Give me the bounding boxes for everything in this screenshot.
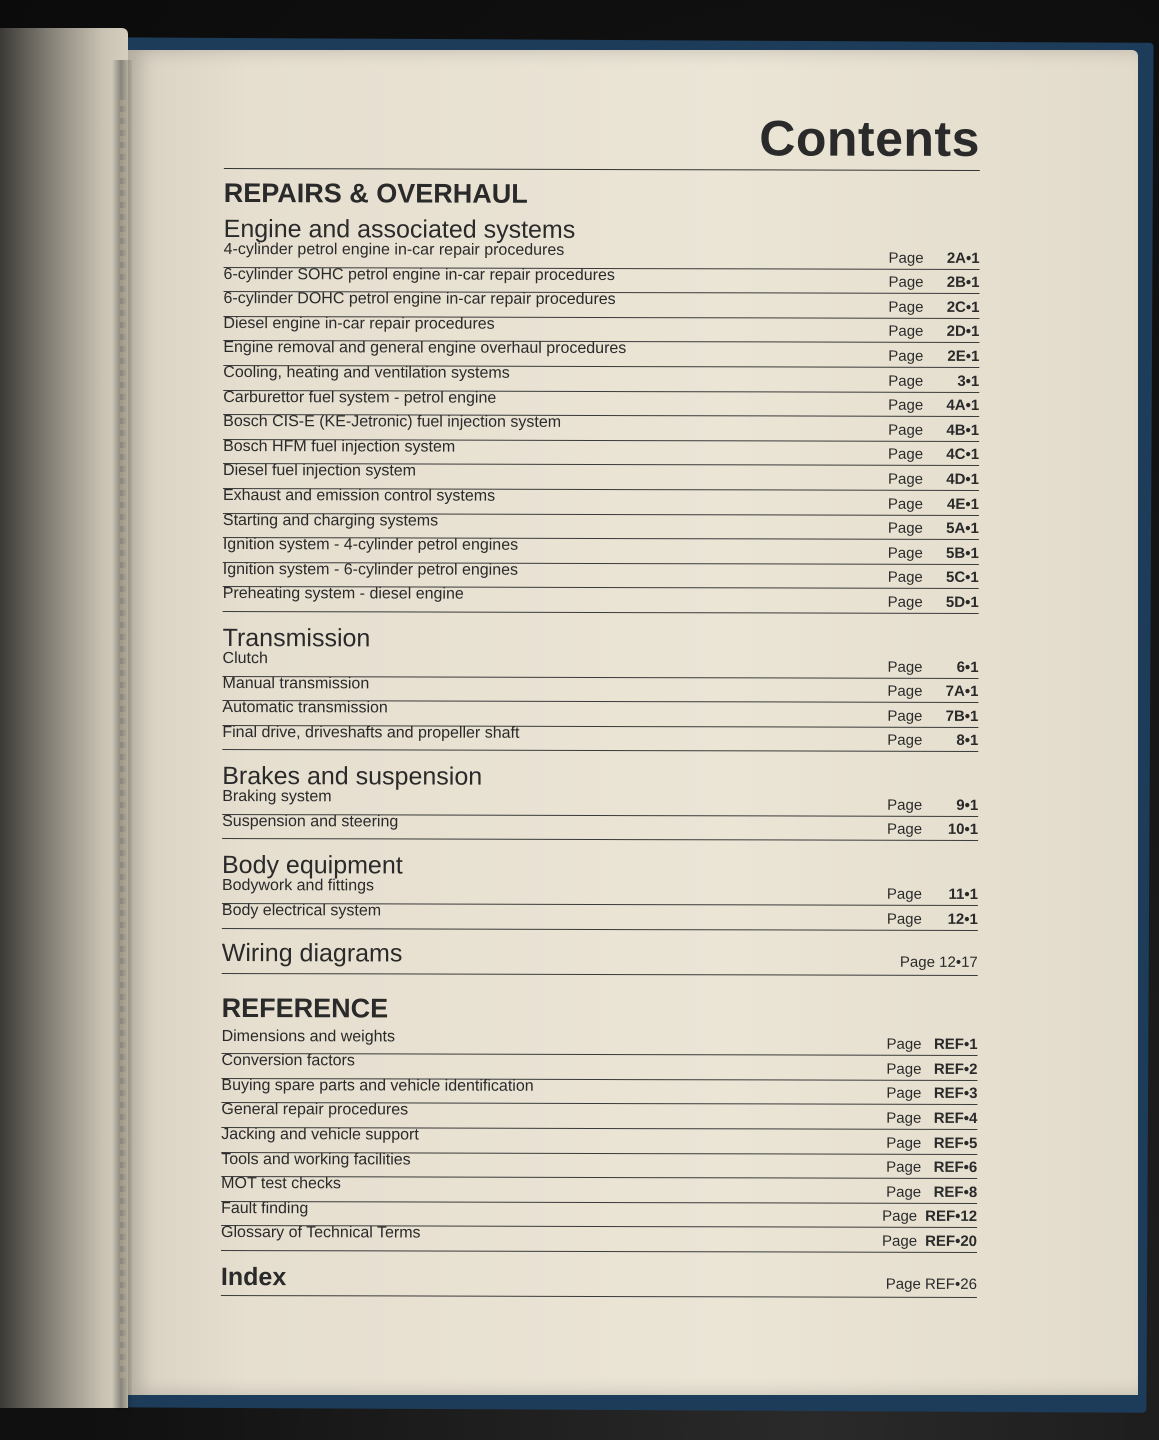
reference-entries xyxy=(221,1027,978,1253)
toc-entry-page xyxy=(882,1208,977,1225)
toc-entry-label: Preheating system - diesel engine xyxy=(222,585,464,603)
toc-page-word: Page xyxy=(887,495,923,513)
toc-page-word: Page xyxy=(888,347,924,365)
toc-page-ref: 2D•1 xyxy=(946,323,980,341)
toc-page-word: Page xyxy=(887,569,923,587)
section-heading-reference: REFERENCE xyxy=(221,992,389,1024)
toc-entry-label: Bosch CIS-E (KE-Jetronic) fuel injection system xyxy=(223,413,562,432)
toc-entry xyxy=(222,904,978,931)
toc-page-word: Page xyxy=(887,821,923,839)
toc-entry-page xyxy=(888,471,979,488)
toc-entry-page xyxy=(887,821,978,838)
toc-page-ref: 9•1 xyxy=(956,796,979,814)
toc-entry-page xyxy=(888,323,979,340)
toc-page-word: Page xyxy=(882,1208,918,1226)
toc-entry-page xyxy=(888,348,979,365)
toc-entry-label: 6-cylinder SOHC petrol engine in-car repair procedures xyxy=(223,265,615,284)
toc-page-word: Page xyxy=(886,1183,922,1201)
toc-entry-label: Dimensions and weights xyxy=(221,1027,396,1046)
toc-entry-label: Body electrical system xyxy=(221,902,382,920)
toc-page-ref: REF•4 xyxy=(933,1109,978,1128)
toc-entry xyxy=(221,1177,977,1204)
toc-entry-label: Braking system xyxy=(222,788,332,806)
toc-page-word: Page xyxy=(887,707,923,725)
toc-page-word: Page xyxy=(888,372,924,390)
toc-page-ref: 5A•1 xyxy=(946,520,979,538)
wiring-diagrams-row xyxy=(222,939,978,976)
toc-page-word: Page xyxy=(888,446,924,464)
toc-page-ref: 4D•1 xyxy=(946,470,980,488)
toc-page-ref: REF•5 xyxy=(933,1134,978,1152)
toc-page-word: Page xyxy=(887,544,923,562)
toc-entry-page xyxy=(888,544,979,561)
index-row xyxy=(221,1261,977,1298)
toc-page-ref: 5B•1 xyxy=(946,544,979,562)
toc-entry-label: 4-cylinder petrol engine in-car repair procedures xyxy=(223,240,565,259)
toc-entry-label: Carburettor fuel system - petrol engine xyxy=(223,388,497,407)
toc-entry-page xyxy=(886,1061,977,1078)
toc-entry-page xyxy=(886,1036,977,1053)
toc-entry-label: Engine removal and general engine overhaul procedures xyxy=(223,339,627,358)
toc-page-ref: REF•1 xyxy=(933,1036,978,1054)
toc-page-word: Page xyxy=(882,1232,918,1250)
toc-page-ref: REF•3 xyxy=(933,1085,978,1103)
toc-entry-page xyxy=(886,1110,977,1127)
toc-page-ref: REF•8 xyxy=(933,1183,978,1201)
toc-page-word: Page xyxy=(888,298,924,316)
toc-entry-label: Starting and charging systems xyxy=(222,511,439,530)
toc-page-ref: 2C•1 xyxy=(946,298,980,316)
toc-entry-page xyxy=(888,446,979,463)
toc-page-ref: 4B•1 xyxy=(946,421,980,439)
toc-page-word: Page xyxy=(887,682,923,700)
toc-page-word: Page xyxy=(887,470,924,488)
toc-entry-page xyxy=(886,1184,977,1201)
toc-page-ref: 7A•1 xyxy=(945,682,979,701)
toc-entry xyxy=(222,723,979,753)
index-label: Index xyxy=(220,1262,287,1292)
toc-page-ref: 10•1 xyxy=(947,821,979,839)
toc-page-ref: 5C•1 xyxy=(945,569,979,587)
toc-entry-label: MOT test checks xyxy=(221,1175,341,1193)
left-page xyxy=(0,28,128,1408)
toc-page-word: Page xyxy=(887,796,923,814)
toc-page-ref: REF•12 xyxy=(925,1208,978,1226)
toc-entry-label: Final drive, driveshafts and propeller shaft xyxy=(222,723,520,742)
toc-entry-page xyxy=(888,372,979,389)
toc-page-word: Page xyxy=(888,421,924,439)
toc-entry-label: Glossary of Technical Terms xyxy=(221,1224,421,1242)
toc-entry-page xyxy=(887,886,978,903)
contents-page xyxy=(128,50,1138,1395)
toc-entry-page xyxy=(888,594,979,611)
toc-entry-label: 6-cylinder DOHC petrol engine in-car repair procedures xyxy=(223,290,616,309)
toc-entry xyxy=(221,1226,977,1253)
toc-page-ref: 8•1 xyxy=(956,732,979,750)
toc-entry-label: Fault finding xyxy=(221,1199,309,1218)
page-title: Contents xyxy=(759,110,980,167)
toc-entry-page xyxy=(886,1085,977,1102)
toc-entry-page xyxy=(887,707,978,724)
toc-page-word: Page xyxy=(888,323,924,341)
toc-page-word: Page xyxy=(887,732,923,750)
toc-entry-label: Tools and working facilities xyxy=(221,1150,411,1169)
toc-page-word: Page xyxy=(888,396,924,414)
toc-page-ref: REF•2 xyxy=(933,1060,978,1078)
toc-entry-page xyxy=(888,520,979,537)
toc-page-ref: REF•6 xyxy=(933,1159,978,1177)
toc-page-word: Page xyxy=(886,910,922,928)
toc-page-ref: 7B•1 xyxy=(945,707,979,725)
toc-page-ref: 3•1 xyxy=(957,372,980,390)
toc-entry-page xyxy=(888,397,979,414)
toc-entry-page xyxy=(888,569,979,586)
group-heading: Body equipment xyxy=(221,851,403,880)
section-heading-repairs: REPAIRS & OVERHAUL xyxy=(223,177,528,209)
toc-entry-page xyxy=(887,910,978,927)
toc-page-ref: 4A•1 xyxy=(946,397,980,415)
toc-page-word: Page xyxy=(886,885,922,903)
toc-page-ref: 6•1 xyxy=(956,658,979,676)
toc-entry-page xyxy=(887,732,978,749)
toc-page-ref: 12•1 xyxy=(947,910,978,928)
group-heading: Brakes and suspension xyxy=(222,762,483,791)
toc-page-ref: 2E•1 xyxy=(947,347,980,365)
toc-page-word: Page xyxy=(886,1134,922,1152)
group-heading: Transmission xyxy=(222,623,371,653)
title-rule xyxy=(224,168,980,171)
wiring-diagrams-page: Page 12•17 xyxy=(899,953,978,971)
toc-entry-label: General repair procedures xyxy=(221,1101,409,1119)
toc-entry-page xyxy=(882,1233,977,1250)
toc-entry-label: Clutch xyxy=(222,649,268,668)
toc-entry-page xyxy=(887,797,978,814)
toc-page-word: Page xyxy=(887,593,923,611)
toc-entry-label: Automatic transmission xyxy=(222,699,388,717)
toc-entry-label: Exhaust and emission control systems xyxy=(222,486,496,505)
toc-entry-label: Manual transmission xyxy=(222,674,370,692)
toc-entry-label: Diesel engine in-car repair procedures xyxy=(223,314,495,333)
toc-entry-label: Suspension and steering xyxy=(222,812,399,831)
toc-page-word: Page xyxy=(888,249,924,267)
wiring-diagrams-label: Wiring diagrams xyxy=(221,938,403,968)
toc-page-word: Page xyxy=(886,1109,922,1127)
toc-entry-page xyxy=(888,274,979,291)
toc-page-ref: 4E•1 xyxy=(946,495,979,513)
toc-entry-page xyxy=(887,658,978,675)
toc-entry-page xyxy=(886,1159,977,1176)
toc-entry-page xyxy=(886,1134,977,1151)
toc-page-word: Page xyxy=(886,1035,922,1054)
toc-entry-page xyxy=(889,249,980,266)
toc-page-word: Page xyxy=(886,1158,922,1177)
toc-entry-label: Ignition system - 6-cylinder petrol engines xyxy=(222,560,519,579)
toc-page-ref: 5D•1 xyxy=(945,593,979,611)
toc-entry-page xyxy=(887,683,978,700)
toc-entry-label: Bodywork and fittings xyxy=(221,877,375,895)
toc-page-ref: 2A•1 xyxy=(946,249,980,267)
toc-page-word: Page xyxy=(886,1085,922,1103)
toc-entry-label: Ignition system - 4-cylinder petrol engines xyxy=(222,536,519,554)
toc-page-ref: REF•20 xyxy=(925,1232,978,1250)
toc-entry-label: Cooling, heating and ventilation systems xyxy=(223,363,510,382)
toc-entry-label: Buying spare parts and vehicle identification xyxy=(221,1076,534,1095)
toc-entry-label: Bosch HFM fuel injection system xyxy=(223,437,456,456)
toc-page-ref: 2B•1 xyxy=(946,274,980,292)
toc-entry-label: Diesel fuel injection system xyxy=(223,462,417,480)
toc-page-ref: 11•1 xyxy=(948,885,978,904)
contents-body xyxy=(221,110,980,1298)
toc-page-word: Page xyxy=(886,1060,922,1078)
toc-entry-page xyxy=(888,495,979,512)
toc-entry-label: Conversion factors xyxy=(221,1052,355,1070)
toc-entry xyxy=(222,812,979,842)
toc-page-word: Page xyxy=(887,519,923,537)
toc-entry-label: Jacking and vehicle support xyxy=(221,1126,419,1144)
repairs-groups xyxy=(222,215,980,931)
toc-page-word: Page xyxy=(887,658,923,676)
group-heading: Engine and associated systems xyxy=(223,214,576,244)
toc-page-word: Page xyxy=(888,273,924,292)
toc-entry-page xyxy=(888,421,979,438)
toc-entry xyxy=(223,587,979,614)
toc-entry-page xyxy=(888,299,979,316)
index-page: Page REF•26 xyxy=(885,1275,977,1293)
toc-page-ref: 4C•1 xyxy=(946,446,980,464)
binding-stitch xyxy=(120,100,126,1380)
